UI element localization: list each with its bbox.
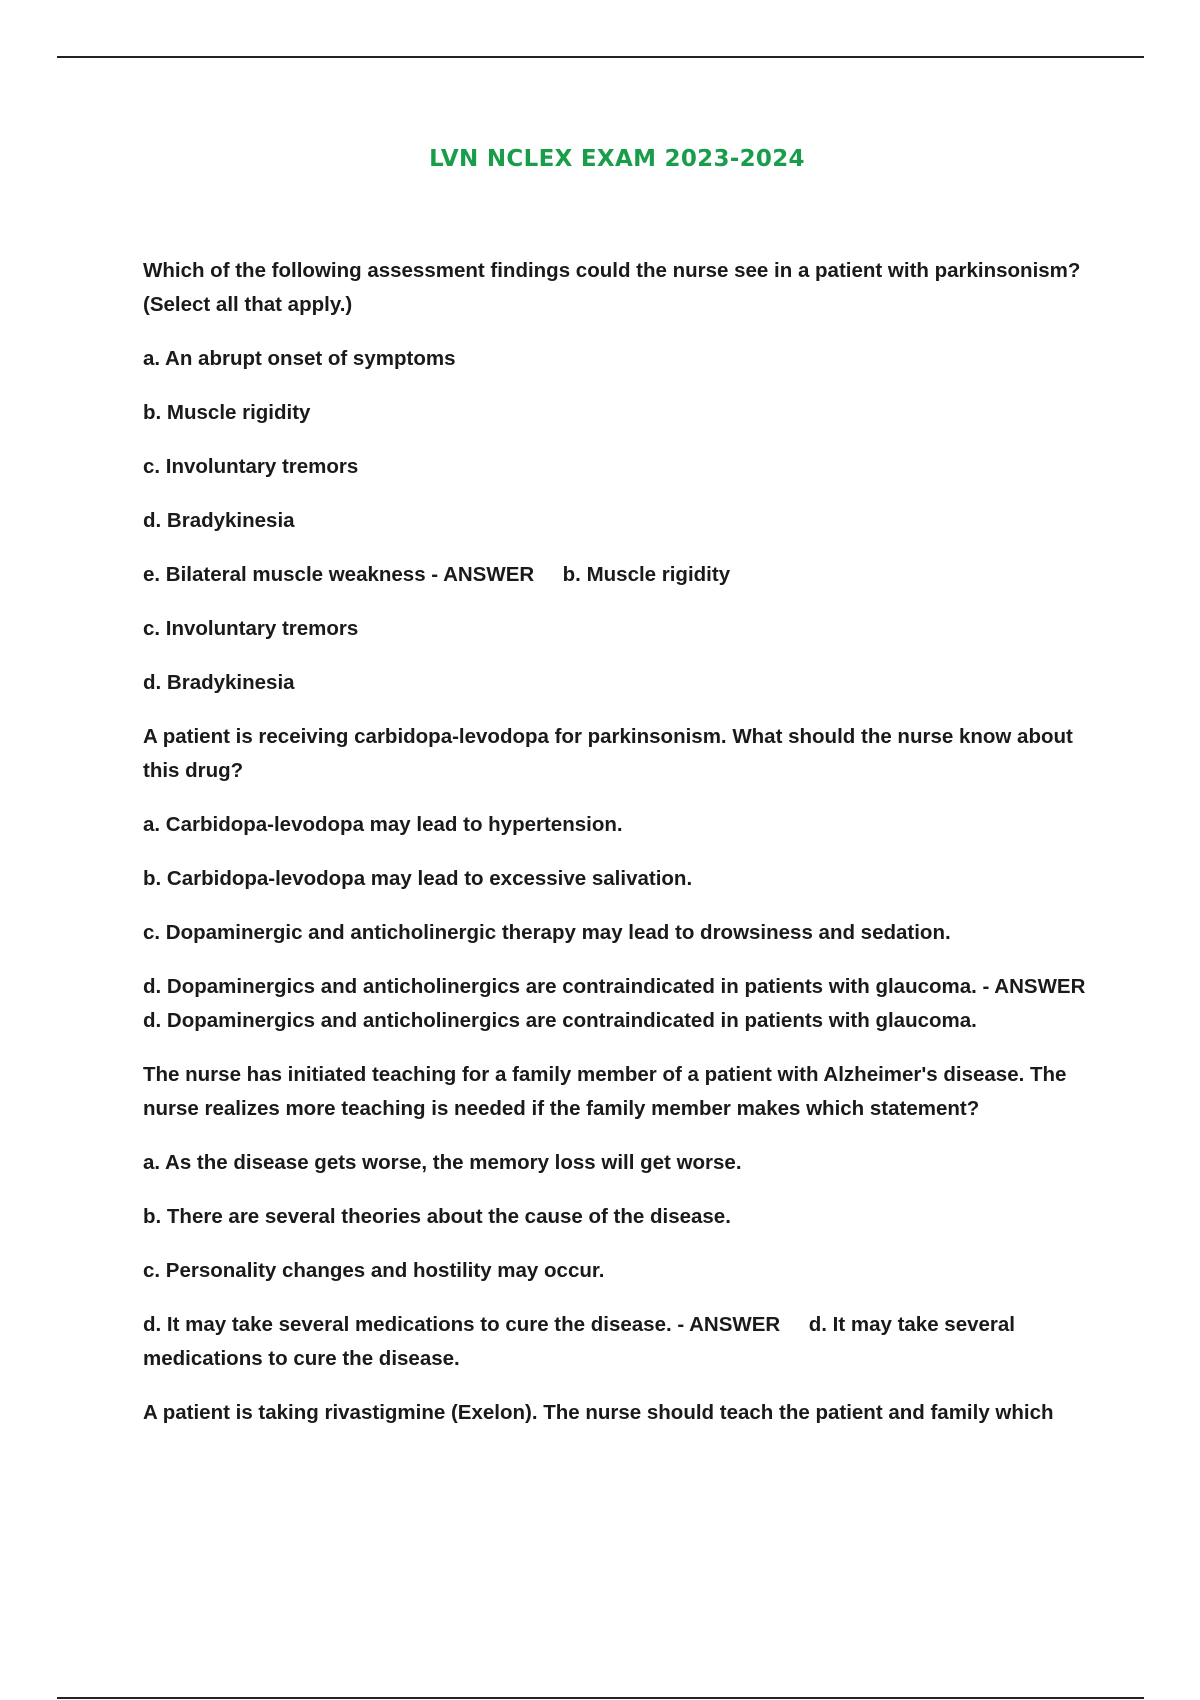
question-3-option-c: c. Personality changes and hostility may occur. — [143, 1259, 605, 1282]
question-3-option-a: a. As the disease gets worse, the memory loss will get worse. — [143, 1151, 742, 1174]
top-rule — [57, 56, 1144, 58]
question-1-option-c: c. Involuntary tremors — [143, 455, 359, 478]
question-2-option-a: a. Carbidopa-levodopa may lead to hypertension. — [143, 813, 623, 836]
document-title: LVN NCLEX EXAM 2023-2024 — [429, 146, 805, 172]
question-2-stem: A patient is receiving carbidopa-levodopa for parkinsonism. What should the nurse know about this drug? — [143, 725, 1079, 782]
question-3-option-d-answer: d. It may take several medications to cure the disease. - ANSWER d. It may take several medications to cure the disease. — [143, 1313, 1021, 1370]
question-4-stem: A patient is taking rivastigmine (Exelon). The nurse should teach the patient and family which — [143, 1401, 1054, 1424]
document-body — [143, 254, 1114, 1450]
question-1-option-d: d. Bradykinesia — [143, 509, 295, 532]
question-3-stem: The nurse has initiated teaching for a family member of a patient with Alzheimer's disease. The nurse realizes more teaching is needed if the family member makes which statement? — [143, 1063, 1073, 1120]
bottom-rule — [57, 1697, 1144, 1699]
question-1-answer-c: c. Involuntary tremors — [143, 617, 359, 640]
question-2-option-d-answer: d. Dopaminergics and anticholinergics are contraindicated in patients with glaucoma. - ANSWER d. Dopaminergics and anticholinergics are contraindicated in patients with glaucoma. — [143, 975, 1114, 1032]
question-1-stem: Which of the following assessment findings could the nurse see in a patient with parkinsonism? (Select all that apply.) — [143, 259, 1087, 316]
question-3-option-b: b. There are several theories about the cause of the disease. — [143, 1205, 731, 1228]
question-1-option-a: a. An abrupt onset of symptoms — [143, 347, 456, 370]
question-2-option-b: b. Carbidopa-levodopa may lead to excessive salivation. — [143, 867, 693, 890]
question-1-answer-d: d. Bradykinesia — [143, 671, 295, 694]
question-1-option-e-answer: e. Bilateral muscle weakness - ANSWER b. Muscle rigidity — [143, 563, 731, 586]
question-2-option-c: c. Dopaminergic and anticholinergic therapy may lead to drowsiness and sedation. — [143, 921, 951, 944]
question-1-option-b: b. Muscle rigidity — [143, 401, 311, 424]
